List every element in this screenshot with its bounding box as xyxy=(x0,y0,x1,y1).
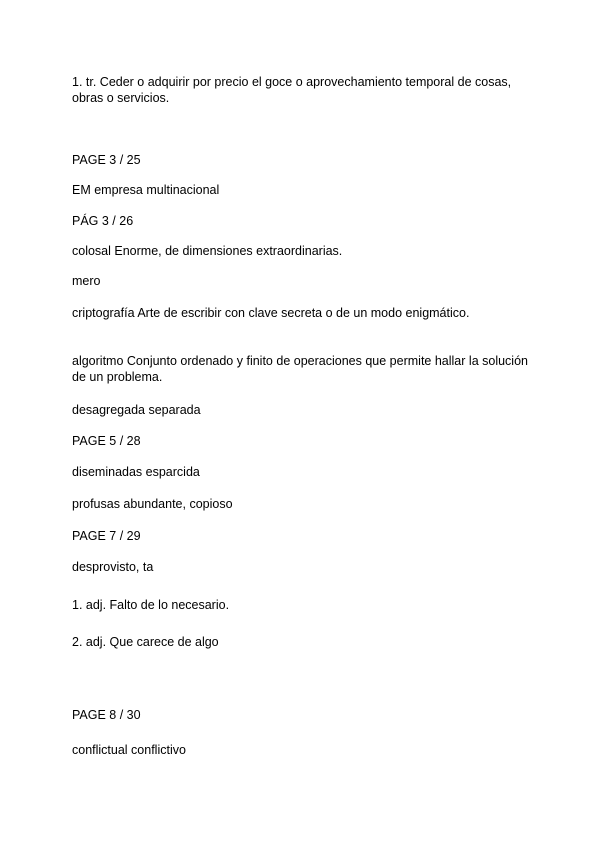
definition-item: 1. adj. Falto de lo necesario. xyxy=(72,598,230,612)
page-marker: PAGE 3 / 25 xyxy=(72,153,141,167)
page-marker: PAGE 5 / 28 xyxy=(72,434,141,448)
glossary-entry: EM empresa multinacional xyxy=(72,183,220,197)
glossary-entry: desprovisto, ta xyxy=(72,560,154,574)
definition-paragraph: 1. tr. Ceder o adquirir por precio el goce o aprovechamiento temporal de cosas, obras o servicios. xyxy=(72,75,512,105)
page-marker: PAGE 7 / 29 xyxy=(72,529,141,543)
glossary-entry: profusas abundante, copioso xyxy=(72,497,233,511)
glossary-entry: colosal Enorme, de dimensiones extraordinarias. xyxy=(72,244,343,258)
page-marker: PÁG 3 / 26 xyxy=(72,214,134,228)
glossary-entry: algoritmo Conjunto ordenado y finito de operaciones que permite hallar la solución de un problema. xyxy=(72,354,528,384)
glossary-entry: desagregada separada xyxy=(72,403,201,417)
glossary-entry: criptografía Arte de escribir con clave secreta o de un modo enigmático. xyxy=(72,306,470,320)
page-marker: PAGE 8 / 30 xyxy=(72,708,141,722)
glossary-entry: mero xyxy=(72,274,101,288)
definition-item: 2. adj. Que carece de algo xyxy=(72,635,219,649)
glossary-entry: diseminadas esparcida xyxy=(72,465,200,479)
glossary-entry: conflictual conflictivo xyxy=(72,743,186,757)
